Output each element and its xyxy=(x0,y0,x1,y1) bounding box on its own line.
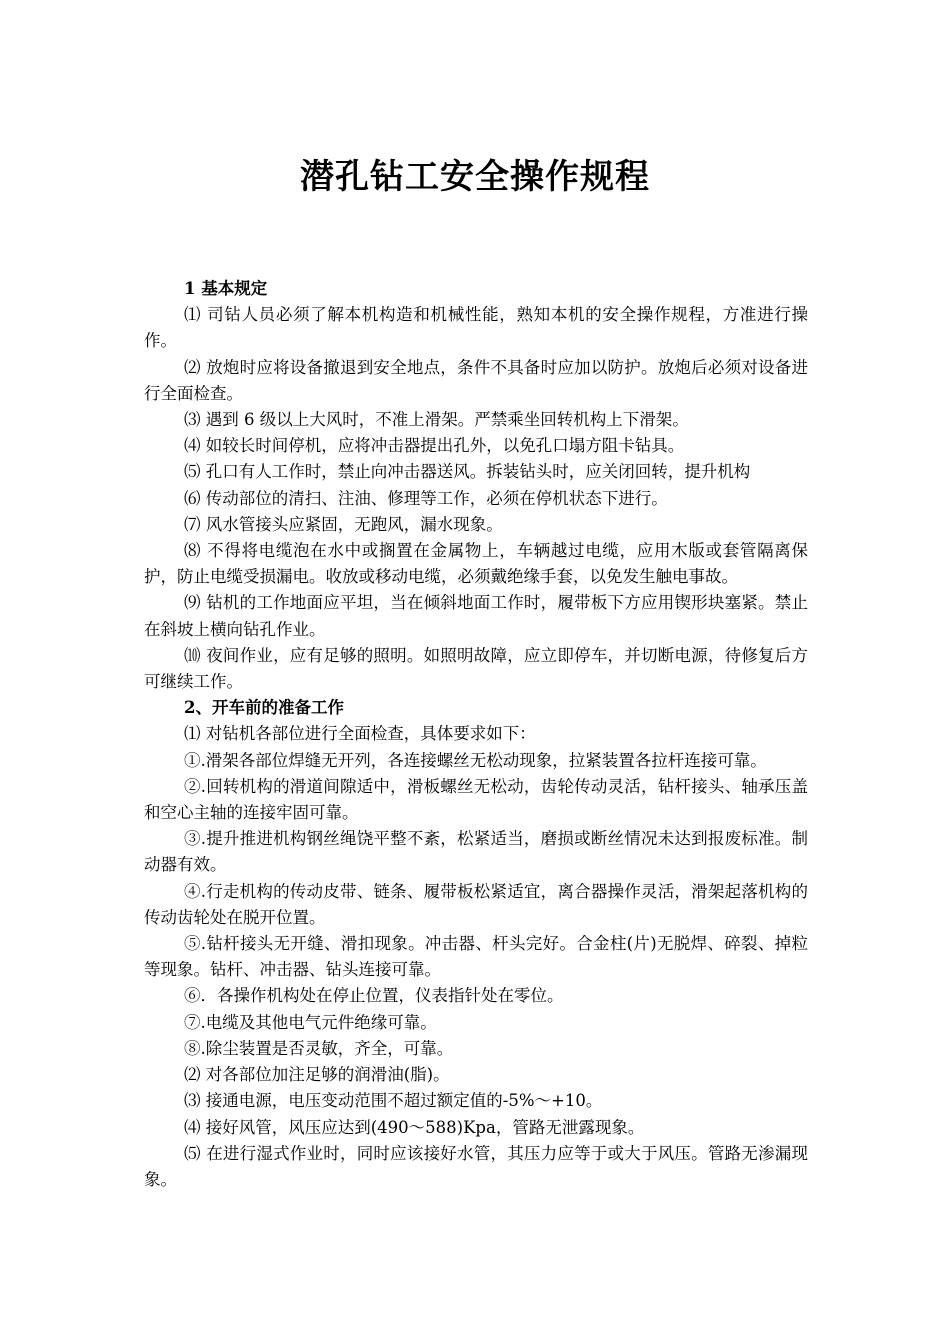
paragraph: ⑥．各操作机构处在停止位置，仪表指针处在零位。 xyxy=(184,986,564,1006)
section-basic-rules xyxy=(144,276,808,695)
paragraph: ⑵ 对各部位加注足够的润滑油(脂)。 xyxy=(184,1065,450,1085)
section-heading: 2、开车前的准备工作 xyxy=(184,698,344,718)
paragraph: ⑦.电缆及其他电气元件绝缘可靠。 xyxy=(184,1012,437,1032)
paragraph: ⑷ 如较长时间停机，应将冲击器提出孔外，以免孔口塌方阻卡钻具。 xyxy=(184,436,685,456)
paragraph: ⑴ 对钻机各部位进行全面检查，具体要求如下： xyxy=(184,724,536,744)
paragraph: ⑵ 放炮时应将设备撤退到安全地点，条件不具备时应加以防护。放炮后必须对设备进行全面检查。 xyxy=(144,357,808,403)
document-title: 潜孔钻工安全操作规程 xyxy=(300,157,650,197)
document-body xyxy=(144,276,808,1193)
paragraph: ⑼ 钻机的工作地面应平坦，当在倾斜地面工作时，履带板下方应用锲形块塞紧。禁止在斜坡上横向钻孔作业。 xyxy=(144,593,808,639)
paragraph: ⑸ 在进行湿式作业时，同时应该接好水管，其压力应等于或大于风压。管路无渗漏现象。 xyxy=(144,1143,808,1189)
paragraph: ⑶ 接通电源，电压变动范围不超过额定值的-5%～+10。 xyxy=(184,1091,603,1111)
paragraph: ⑸ 孔口有人工作时，禁止向冲击器送风。拆装钻头时，应关闭回转，提升机构 xyxy=(184,462,751,482)
paragraph: ⑹ 传动部位的清扫、注油、修理等工作，必须在停机状态下进行。 xyxy=(184,488,668,508)
paragraph: ③.提升推进机构钢丝绳饶平整不紊，松紧适当，磨损或断丝情况未达到报废标准。制动器有效。 xyxy=(144,829,808,875)
paragraph: ②.回转机构的滑道间隙适中，滑板螺丝无松动，齿轮传动灵活，钻杆接头、轴承压盖和空心主轴的连接牢固可靠。 xyxy=(144,776,808,823)
paragraph: ⑻ 不得将电缆泡在水中或搁置在金属物上，车辆越过电缆，应用木版或套管隔离保护，防止电缆受损漏电。收放或移动电缆，必须戴绝缘手套，以免发生触电事故。 xyxy=(144,541,808,587)
paragraph: ⑽ 夜间作业，应有足够的照明。如照明故障，应立即停车，并切断电源，待修复后方可继续工作。 xyxy=(144,645,808,692)
paragraph: ⑷ 接好风管，风压应达到(490～588)Kpa，管路无泄露现象。 xyxy=(184,1117,645,1137)
paragraph: ⑶ 遇到 6 级以上大风时，不准上滑架。严禁乘坐回转机构上下滑架。 xyxy=(184,410,689,430)
paragraph: ①.滑架各部位焊缝无开列，各连接螺丝无松动现象，拉紧装置各拉杆连接可靠。 xyxy=(184,750,767,770)
section-heading: 1 基本规定 xyxy=(184,279,268,298)
section-preparation xyxy=(144,695,808,1193)
paragraph: ⑧.除尘装置是否灵敏，齐全，可靠。 xyxy=(184,1038,454,1058)
paragraph: ⑺ 风水管接头应紧固，无跑风，漏水现象。 xyxy=(184,514,503,534)
paragraph: ④.行走机构的传动皮带、链条、履带板松紧适宜，离合器操作灵活，滑架起落机构的传动齿轮处在脱开位置。 xyxy=(144,881,808,927)
paragraph: ⑴ 司钻人员必须了解本机构造和机械性能，熟知本机的安全操作规程，方准进行操作。 xyxy=(144,305,808,351)
paragraph: ⑤.钻杆接头无开缝、滑扣现象。冲击器、杆头完好。合金柱(片)无脱焊、碎裂、掉粒等现象。钻杆、冲击器、钻头连接可靠。 xyxy=(144,934,808,980)
